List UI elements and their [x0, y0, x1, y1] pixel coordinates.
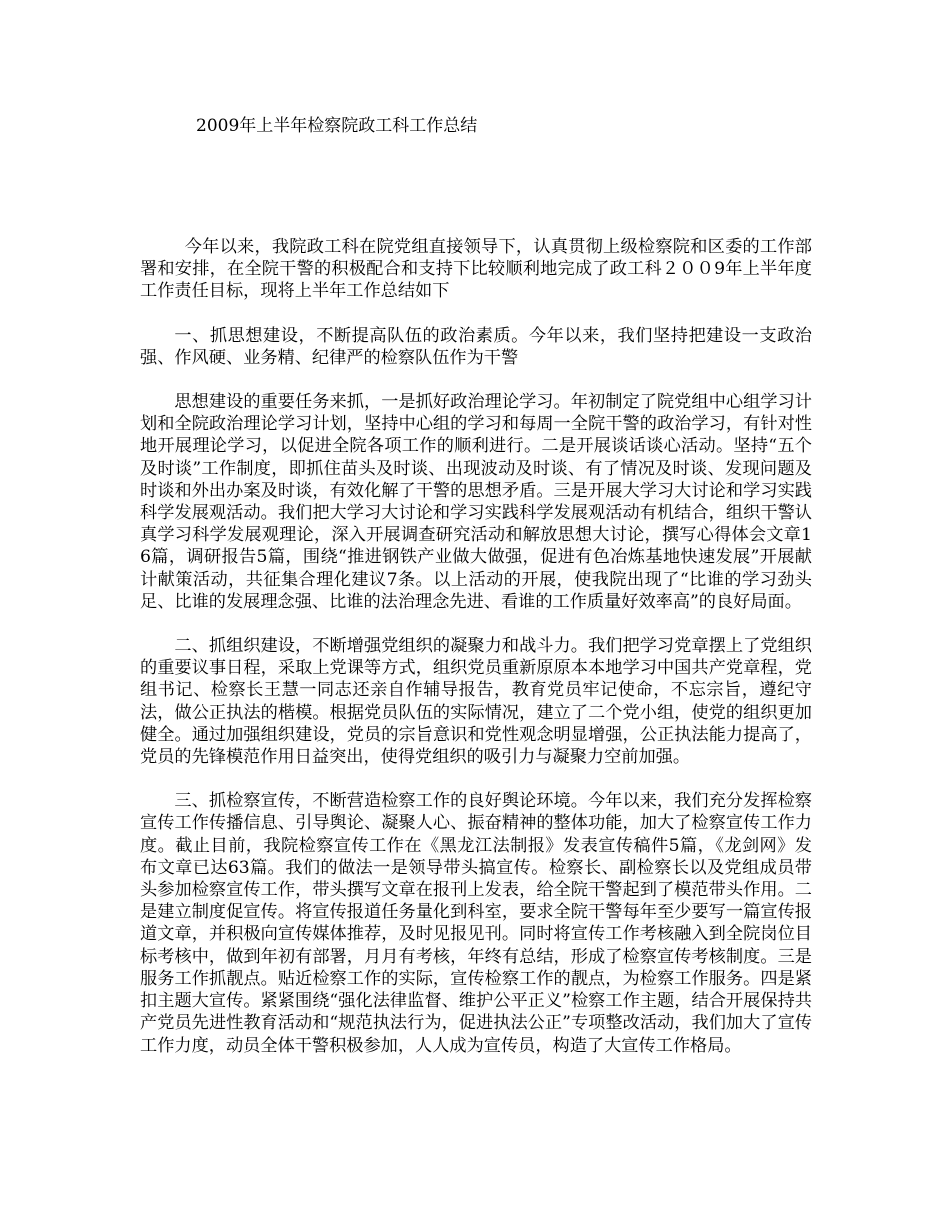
paragraph-section-2: 二、抓组织建设，不断增强党组织的凝聚力和战斗力。我们把学习党章摆上了党组织的重要议事日程，采取上党课等方式，组织党员重新原原本本地学习中国共产党章程，党组书记、检察长王慧一同志还亲自作辅导报告，教育党员牢记使命，不忘宗旨，遵纪守法，做公正执法的楷模。根据党员队伍的实际情况，建立了二个党小组，使党的组织更加健全。通过加强组织建设，党员的宗旨意识和党性观念明显增强，公正执法能力提高了，党员的先锋模范作用日益突出，使得党组织的吸引力与凝聚力空前加强。 — [140, 636, 812, 768]
paragraph-section-1-body: 思想建设的重要任务来抓，一是抓好政治理论学习。年初制定了院党组中心组学习计划和全院政治理论学习计划，坚持中心组的学习和每周一全院干警的政治学习，有针对性地开展理论学习，以促进全院各项工作的顺利进行。二是开展谈话谈心活动。坚持“五个及时谈”工作制度，即抓住苗头及时谈、出现波动及时谈、有了情况及时谈、发现问题及时谈和外出办案及时谈，有效化解了干警的思想矛盾。三是开展大学习大讨论和学习实践科学发展观活动。我们把大学习大讨论和学习实践科学发展观活动有机结合，组织干警认真学习科学发展观理论，深入开展调查研究活动和解放思想大讨论，撰写心得体会文章16篇，调研报告5篇，围绕“推进钢铁产业做大做强，促进有色冶炼基地快速发展”开展献计献策活动，共征集合理化建议7条。以上活动的开展，使我院出现了“比谁的学习劲头足、比谁的发展理念强、比谁的法治理念先进、看谁的工作质量好效率高”的良好局面。 — [140, 392, 812, 612]
paragraph-intro: 今年以来，我院政工科在院党组直接领导下，认真贯彻上级检察院和区委的工作部署和安排，在全院干警的积极配合和支持下比较顺利地完成了政工科２００9年上半年度工作责任目标，现将上半年工作总结如下 — [140, 237, 812, 302]
paragraph-section-1-heading: 一、抓思想建设，不断提高队伍的政治素质。今年以来，我们坚持把建设一支政治强、作风硬、业务精、纪律严的检察队伍作为干警 — [140, 325, 812, 368]
document-title: 2009年上半年检察院政工科工作总结 — [196, 116, 478, 136]
document-body — [140, 236, 812, 1079]
paragraph-section-3: 三、抓检察宣传，不断营造检察工作的良好舆论环境。今年以来，我们充分发挥检察宣传工作传播信息、引导舆论、凝聚人心、振奋精神的整体功能，加大了检察宣传工作力度。截止目前，我院检察宣传工作在《黑龙江法制报》发表宣传稿件5篇，《龙剑网》发布文章已达63篇。我们的做法一是领导带头搞宣传。检察长、副检察长以及党组成员带头参加检察宣传工作，带头撰写文章在报刊上发表，给全院干警起到了模范带头作用。二是建立制度促宣传。将宣传报道任务量化到科室，要求全院干警每年至少要写一篇宣传报道文章，并积极向宣传媒体推荐，及时见报见刊。同时将宣传工作考核融入到全院岗位目标考核中，做到年初有部署，月月有考核，年终有总结，形成了检察宣传考核制度。三是服务工作抓靓点。贴近检察工作的实际，宣传检察工作的靓点，为检察工作服务。四是紧扣主题大宣传。紧紧围绕“强化法律监督、维护公平正义”检察工作主题，结合开展保持共产党员先进性教育活动和“规范执法行为，促进执法公正”专项整改活动，我们加大了宣传工作力度，动员全体干警积极参加，人人成为宣传员，构造了大宣传工作格局。 — [140, 791, 812, 1056]
